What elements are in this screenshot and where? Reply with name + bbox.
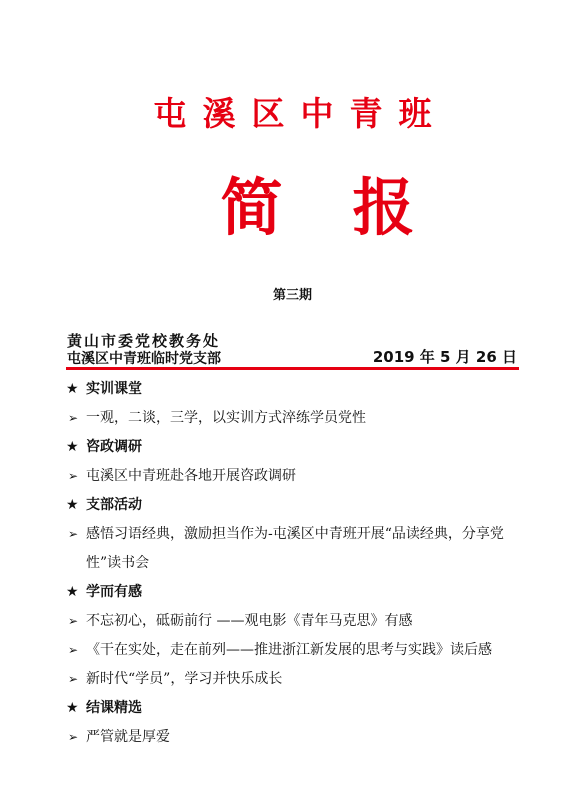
section-heading: ★ 学而有感 xyxy=(66,578,526,607)
section-heading: ★ 支部活动 xyxy=(66,491,526,520)
arrow-bullet-icon: ➢ xyxy=(68,672,79,686)
arrow-bullet-icon: ➢ xyxy=(68,643,79,657)
list-item[interactable]: ➢ 新时代“学员”，学习并快乐成长 xyxy=(66,665,526,694)
list-item[interactable]: ➢ 一观，二谈，三学，以实训方式淬练学员党性 xyxy=(66,404,526,433)
list-item[interactable]: ➢ 不忘初心，砥砺前行 ——观电影《青年马克思》有感 xyxy=(66,607,526,636)
list-item[interactable]: ➢ 感悟习语经典，激励担当作为-屯溪区中青班开展“品读经典，分享党性”读书会 xyxy=(66,520,526,578)
arrow-bullet-icon: ➢ xyxy=(68,614,79,628)
arrow-bullet-icon: ➢ xyxy=(68,411,79,425)
publish-date: 2019 年 5 月 26 日 xyxy=(372,348,517,366)
star-icon: ★ xyxy=(66,584,79,600)
list-item[interactable]: ➢ 屯溪区中青班赴各地开展咨政调研 xyxy=(66,462,526,491)
star-icon: ★ xyxy=(66,497,79,513)
section-heading: ★ 咨政调研 xyxy=(66,433,526,462)
arrow-bullet-icon: ➢ xyxy=(68,527,79,541)
issue-number: 第三期 xyxy=(272,288,312,303)
section-heading: ★ 结课精选 xyxy=(66,694,526,723)
table-of-contents xyxy=(66,375,526,752)
star-icon: ★ xyxy=(66,381,79,397)
section-heading: ★ 实训课堂 xyxy=(66,375,526,404)
star-icon: ★ xyxy=(66,439,79,455)
list-item[interactable]: ➢ 严管就是厚爱 xyxy=(66,723,526,752)
newsletter-title: 简报 xyxy=(220,171,485,244)
list-item[interactable]: ➢ 《干在实处，走在前列——推进浙江新发展的思考与实践》读后感 xyxy=(66,636,526,665)
arrow-bullet-icon: ➢ xyxy=(68,730,79,744)
arrow-bullet-icon: ➢ xyxy=(68,469,79,483)
newsletter-org-title: 屯溪区中青班 xyxy=(153,94,448,133)
star-icon: ★ xyxy=(66,700,79,716)
publisher-line-1: 黄山市委党校教务处 xyxy=(67,332,221,350)
header-divider xyxy=(66,367,519,370)
publisher-line-2: 屯溪区中青班临时党支部 xyxy=(67,351,221,367)
